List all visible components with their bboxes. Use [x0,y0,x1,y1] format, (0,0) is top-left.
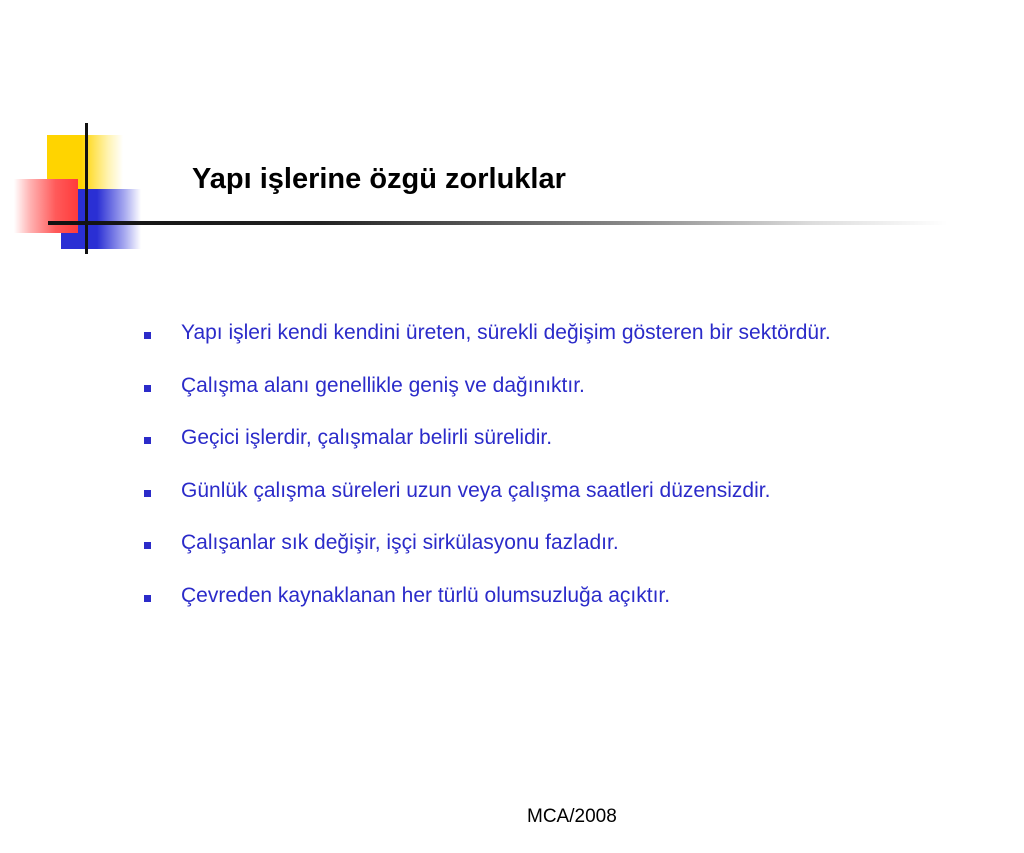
title-underline-rule [48,221,948,225]
bullet-item [142,528,831,581]
bullet-item [142,423,831,476]
bullet-text: Çalışanlar sık değişir, işçi sirkülasyonu fazladır. [181,531,619,554]
square-bullet-icon [144,542,151,549]
slide-title: Yapı işlerine özgü zorluklar [192,163,566,195]
bullet-list [142,318,831,633]
bullet-text: Çevreden kaynaklanan her türlü olumsuzluğa açıktır. [181,583,671,607]
bullet-text: Günlük çalışma süreleri uzun veya çalışma saatleri düzensizdir. [181,478,771,502]
bullet-item [142,476,831,529]
slide-footer: MCA/2008 [527,806,617,827]
bullet-text: Geçici işlerdir, çalışmalar belirli sürelidir. [181,426,553,449]
square-bullet-icon [144,437,151,444]
bullet-text: Çalışma alanı genellikle geniş ve dağınıktır. [181,373,585,397]
bullet-item [142,371,831,424]
square-bullet-icon [144,490,151,497]
bullet-item [142,581,831,634]
bullet-text: Yapı işleri kendi kendini üreten, sürekli değişim gösteren bir sektördür. [181,321,831,344]
square-bullet-icon [144,595,151,602]
square-bullet-icon [144,332,151,339]
bullet-item [142,318,831,371]
square-bullet-icon [144,385,151,392]
vertical-line-decoration [85,123,88,254]
